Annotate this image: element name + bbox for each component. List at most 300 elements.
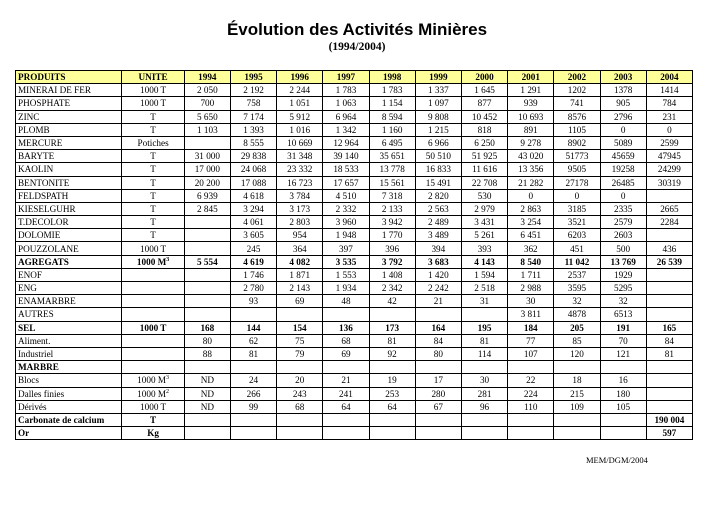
unit-cell (122, 176, 184, 189)
value-cell: 2 988 (508, 282, 554, 295)
value-cell (369, 427, 415, 440)
value-cell: 10 452 (461, 110, 507, 123)
value-cell (646, 295, 692, 308)
value-cell: 6 250 (461, 136, 507, 149)
value-cell: 436 (646, 242, 692, 255)
value-cell (369, 308, 415, 321)
value-cell: 3 784 (277, 189, 323, 202)
unit-text: T (150, 217, 156, 228)
value-cell: 144 (230, 321, 276, 334)
table-row (16, 255, 693, 268)
value-cell: 1 097 (415, 97, 461, 110)
value-cell: 35 651 (369, 150, 415, 163)
value-cell: 215 (554, 387, 600, 400)
value-cell (184, 361, 230, 374)
value-cell: 758 (230, 97, 276, 110)
unit-cell (122, 189, 184, 202)
value-cell: 1 871 (277, 268, 323, 281)
value-cell: 31 348 (277, 150, 323, 163)
unit-text: 1000 T (140, 98, 167, 109)
column-header: 1997 (323, 71, 369, 84)
value-cell: 8902 (554, 136, 600, 149)
value-cell: 16 (600, 374, 646, 387)
value-cell (508, 413, 554, 426)
value-cell: 107 (508, 347, 554, 360)
product-label: Aliment. (16, 334, 122, 347)
value-cell: 1 934 (323, 282, 369, 295)
value-cell: 17 088 (230, 176, 276, 189)
value-cell: 700 (184, 97, 230, 110)
value-cell: 0 (600, 123, 646, 136)
value-cell: 2335 (600, 202, 646, 215)
column-header: PRODUITS (16, 71, 122, 84)
unit-text: T (150, 230, 156, 241)
value-cell: 231 (646, 110, 692, 123)
product-label: ENG (16, 282, 122, 295)
value-cell: 173 (369, 321, 415, 334)
value-cell: 1 063 (323, 97, 369, 110)
table-row (16, 400, 693, 413)
product-label: ZINC (16, 110, 122, 123)
product-label: Dérivés (16, 400, 122, 413)
value-cell: 96 (461, 400, 507, 413)
value-cell: ND (184, 400, 230, 413)
value-cell: 32 (600, 295, 646, 308)
value-cell: 1 215 (415, 123, 461, 136)
value-cell: 818 (461, 123, 507, 136)
value-cell: 3 431 (461, 216, 507, 229)
value-cell: 15 561 (369, 176, 415, 189)
value-cell: 68 (277, 400, 323, 413)
value-cell: 31 000 (184, 150, 230, 163)
value-cell: 0 (554, 189, 600, 202)
value-cell: 47945 (646, 150, 692, 163)
value-cell (600, 413, 646, 426)
value-cell: 191 (600, 321, 646, 334)
unit-text: T (150, 414, 157, 425)
column-header: 1994 (184, 71, 230, 84)
value-cell: 50 510 (415, 150, 461, 163)
value-cell: 19258 (600, 163, 646, 176)
value-cell: 241 (323, 387, 369, 400)
value-cell: 500 (600, 242, 646, 255)
product-label: BARYTE (16, 150, 122, 163)
value-cell: 877 (461, 97, 507, 110)
value-cell: 24 (230, 374, 276, 387)
product-label: AGREGATS (16, 255, 122, 268)
value-cell: 0 (600, 189, 646, 202)
table-row (16, 150, 693, 163)
value-cell: 2 489 (415, 216, 461, 229)
value-cell: 3521 (554, 216, 600, 229)
value-cell (277, 413, 323, 426)
value-cell: 45659 (600, 150, 646, 163)
unit-cell (122, 400, 184, 413)
unit-text: 1000 M (137, 388, 167, 399)
unit-cell (122, 229, 184, 242)
value-cell (323, 427, 369, 440)
value-cell (646, 308, 692, 321)
value-cell: 184 (508, 321, 554, 334)
value-cell: 280 (415, 387, 461, 400)
unit-text: 1000 T (140, 401, 167, 412)
table-row (16, 84, 693, 97)
unit-text: T (150, 124, 156, 135)
value-cell: 32 (554, 295, 600, 308)
column-header: 2003 (600, 71, 646, 84)
value-cell (646, 361, 692, 374)
value-cell: 2 820 (415, 189, 461, 202)
value-cell: 81 (369, 334, 415, 347)
unit-text: T (150, 203, 156, 214)
value-cell: 13 778 (369, 163, 415, 176)
value-cell: 11 042 (554, 255, 600, 268)
value-cell: 2 845 (184, 202, 230, 215)
value-cell: 16 833 (415, 163, 461, 176)
product-label: PLOMB (16, 123, 122, 136)
mining-activity-table (15, 70, 693, 440)
value-cell: 954 (277, 229, 323, 242)
value-cell: 105 (600, 400, 646, 413)
table-row (16, 136, 693, 149)
value-cell: 1 016 (277, 123, 323, 136)
value-cell: 4 143 (461, 255, 507, 268)
value-cell: 784 (646, 97, 692, 110)
page-title: Évolution des Activités Minières (226, 20, 488, 39)
value-cell: 4 618 (230, 189, 276, 202)
value-cell: 2 143 (277, 282, 323, 295)
value-cell: 243 (277, 387, 323, 400)
product-label: ENAMARBRE (16, 295, 122, 308)
unit-cell (122, 374, 184, 387)
value-cell: 81 (230, 347, 276, 360)
value-cell (461, 308, 507, 321)
value-cell (230, 427, 276, 440)
column-header: 2002 (554, 71, 600, 84)
value-cell (230, 361, 276, 374)
value-cell (600, 361, 646, 374)
value-cell: 30 (461, 374, 507, 387)
value-cell (415, 427, 461, 440)
unit-text: T (150, 177, 156, 188)
value-cell: 2 050 (184, 84, 230, 97)
value-cell: 3 254 (508, 216, 554, 229)
table-row (16, 216, 693, 229)
value-cell: 10 669 (277, 136, 323, 149)
value-cell: 3 811 (508, 308, 554, 321)
value-cell: 29 838 (230, 150, 276, 163)
value-cell: 4 510 (323, 189, 369, 202)
value-cell: 3 792 (369, 255, 415, 268)
unit-text: T (150, 111, 156, 122)
value-cell: 67 (415, 400, 461, 413)
unit-exponent: 3 (166, 256, 170, 263)
value-cell: 6 939 (184, 189, 230, 202)
value-cell: 84 (415, 334, 461, 347)
value-cell: 6 451 (508, 229, 554, 242)
value-cell: 30319 (646, 176, 692, 189)
value-cell: 109 (554, 400, 600, 413)
value-cell: 92 (369, 347, 415, 360)
value-cell: 62 (230, 334, 276, 347)
source-footer: MEM/DGM/2004 (586, 455, 648, 465)
value-cell: 451 (554, 242, 600, 255)
value-cell: 1 337 (415, 84, 461, 97)
value-cell: 190 004 (646, 413, 692, 426)
value-cell: 2 563 (415, 202, 461, 215)
table-row (16, 176, 693, 189)
value-cell (277, 361, 323, 374)
unit-cell (122, 150, 184, 163)
value-cell: 80 (415, 347, 461, 360)
product-label: Carbonate de calcium (16, 413, 122, 426)
value-cell: 1 160 (369, 123, 415, 136)
value-cell: 2796 (600, 110, 646, 123)
value-cell: 1 783 (369, 84, 415, 97)
value-cell: 17 000 (184, 163, 230, 176)
value-cell: 362 (508, 242, 554, 255)
value-cell (230, 413, 276, 426)
value-cell (508, 427, 554, 440)
value-cell (230, 308, 276, 321)
table-row (16, 427, 693, 440)
value-cell: 2579 (600, 216, 646, 229)
value-cell (600, 427, 646, 440)
value-cell: 939 (508, 97, 554, 110)
value-cell: 84 (646, 334, 692, 347)
unit-cell (122, 110, 184, 123)
value-cell (184, 268, 230, 281)
unit-text: 1000 T (140, 85, 167, 96)
value-cell: 75 (277, 334, 323, 347)
value-cell: 26 539 (646, 255, 692, 268)
value-cell (184, 413, 230, 426)
unit-cell (122, 347, 184, 360)
value-cell (554, 413, 600, 426)
unit-text: Kg (147, 428, 159, 439)
value-cell: 164 (415, 321, 461, 334)
value-cell: 10 693 (508, 110, 554, 123)
value-cell: 20 (277, 374, 323, 387)
value-cell: 8 540 (508, 255, 554, 268)
product-label: T.DECOLOR (16, 216, 122, 229)
value-cell: 110 (508, 400, 554, 413)
value-cell: 394 (415, 242, 461, 255)
unit-cell (122, 123, 184, 136)
table-row (16, 268, 693, 281)
unit-cell (122, 295, 184, 308)
value-cell: 1 711 (508, 268, 554, 281)
value-cell: 1 553 (323, 268, 369, 281)
value-cell: 1 342 (323, 123, 369, 136)
value-cell (415, 413, 461, 426)
value-cell: 2 518 (461, 282, 507, 295)
value-cell: 168 (184, 321, 230, 334)
value-cell (646, 282, 692, 295)
unit-cell (122, 136, 184, 149)
table-row (16, 97, 693, 110)
value-cell: 3 173 (277, 202, 323, 215)
value-cell: 2599 (646, 136, 692, 149)
value-cell: 597 (646, 427, 692, 440)
value-cell: 905 (600, 97, 646, 110)
value-cell: 22 (508, 374, 554, 387)
value-cell: 2 242 (415, 282, 461, 295)
value-cell: 8576 (554, 110, 600, 123)
unit-exponent: 3 (166, 375, 170, 382)
column-header: 2004 (646, 71, 692, 84)
product-label: PHOSPHATE (16, 97, 122, 110)
value-cell: 30 (508, 295, 554, 308)
value-cell: 1 645 (461, 84, 507, 97)
value-cell: 205 (554, 321, 600, 334)
value-cell: 1 420 (415, 268, 461, 281)
value-cell (277, 308, 323, 321)
value-cell: 1 051 (277, 97, 323, 110)
value-cell: 18 (554, 374, 600, 387)
table-row (16, 387, 693, 400)
value-cell (461, 413, 507, 426)
value-cell: 27178 (554, 176, 600, 189)
value-cell: 80 (184, 334, 230, 347)
value-cell: 3 960 (323, 216, 369, 229)
value-cell: 245 (230, 242, 276, 255)
value-cell: 81 (646, 347, 692, 360)
product-label: SEL (16, 321, 122, 334)
value-cell: ND (184, 374, 230, 387)
value-cell: 85 (554, 334, 600, 347)
value-cell: 31 (461, 295, 507, 308)
value-cell: 16 723 (277, 176, 323, 189)
value-cell: 48 (323, 295, 369, 308)
column-header: 2001 (508, 71, 554, 84)
value-cell: 7 318 (369, 189, 415, 202)
value-cell (461, 361, 507, 374)
value-cell: 165 (646, 321, 692, 334)
value-cell: 3595 (554, 282, 600, 295)
value-cell: 3 683 (415, 255, 461, 268)
value-cell (415, 308, 461, 321)
product-label: FELDSPATH (16, 189, 122, 202)
unit-text: 1000 T (140, 243, 167, 254)
unit-cell (122, 321, 184, 334)
value-cell (646, 374, 692, 387)
value-cell: 195 (461, 321, 507, 334)
value-cell: 22 708 (461, 176, 507, 189)
value-cell: 51 925 (461, 150, 507, 163)
value-cell (646, 387, 692, 400)
value-cell: 2 979 (461, 202, 507, 215)
value-cell: 2284 (646, 216, 692, 229)
value-cell: 224 (508, 387, 554, 400)
value-cell: 3 294 (230, 202, 276, 215)
value-cell (646, 229, 692, 242)
value-cell: 2537 (554, 268, 600, 281)
value-cell: 891 (508, 123, 554, 136)
value-cell (369, 413, 415, 426)
table-header-row (16, 71, 693, 84)
table-row (16, 202, 693, 215)
value-cell: 397 (323, 242, 369, 255)
value-cell (184, 295, 230, 308)
value-cell: 121 (600, 347, 646, 360)
value-cell: 4 082 (277, 255, 323, 268)
value-cell: 741 (554, 97, 600, 110)
unit-cell (122, 84, 184, 97)
value-cell: 18 533 (323, 163, 369, 176)
value-cell (277, 427, 323, 440)
product-label: DOLOMIE (16, 229, 122, 242)
value-cell (184, 308, 230, 321)
value-cell: 114 (461, 347, 507, 360)
table-row (16, 229, 693, 242)
value-cell: 9505 (554, 163, 600, 176)
unit-text: T (150, 190, 156, 201)
value-cell: 4 061 (230, 216, 276, 229)
value-cell (184, 282, 230, 295)
value-cell: 19 (369, 374, 415, 387)
product-label: Dalles finies (16, 387, 122, 400)
value-cell: 1 783 (323, 84, 369, 97)
value-cell: 17 (415, 374, 461, 387)
value-cell (646, 268, 692, 281)
product-label: Industriel (16, 347, 122, 360)
product-label: MARBRE (16, 361, 122, 374)
value-cell: 13 769 (600, 255, 646, 268)
value-cell (369, 361, 415, 374)
table-row (16, 334, 693, 347)
product-label: POUZZOLANE (16, 242, 122, 255)
value-cell (415, 361, 461, 374)
unit-text: T (150, 164, 156, 175)
value-cell: 1 291 (508, 84, 554, 97)
value-cell: 3 605 (230, 229, 276, 242)
value-cell: 9 278 (508, 136, 554, 149)
value-cell: 5 650 (184, 110, 230, 123)
value-cell: 3 942 (369, 216, 415, 229)
product-label: Or (16, 427, 122, 440)
value-cell: 2 133 (369, 202, 415, 215)
value-cell (508, 361, 554, 374)
unit-text: T (150, 151, 156, 162)
value-cell: 1 393 (230, 123, 276, 136)
table-row (16, 242, 693, 255)
unit-cell (122, 308, 184, 321)
value-cell: 26485 (600, 176, 646, 189)
unit-cell (122, 202, 184, 215)
value-cell: 1 770 (369, 229, 415, 242)
value-cell: 1 103 (184, 123, 230, 136)
value-cell: 13 356 (508, 163, 554, 176)
table-row (16, 413, 693, 426)
value-cell: 64 (369, 400, 415, 413)
value-cell: 20 200 (184, 176, 230, 189)
unit-text: 1000 M (136, 256, 167, 267)
table-row (16, 308, 693, 321)
table-row (16, 189, 693, 202)
value-cell: 1 948 (323, 229, 369, 242)
value-cell: 2603 (600, 229, 646, 242)
value-cell: 1 154 (369, 97, 415, 110)
table-row (16, 321, 693, 334)
column-header: 2000 (461, 71, 507, 84)
value-cell: 21 (323, 374, 369, 387)
value-cell: ND (184, 387, 230, 400)
value-cell: 24 068 (230, 163, 276, 176)
product-label: MINERAI DE FER (16, 84, 122, 97)
value-cell: 70 (600, 334, 646, 347)
unit-cell (122, 413, 184, 426)
